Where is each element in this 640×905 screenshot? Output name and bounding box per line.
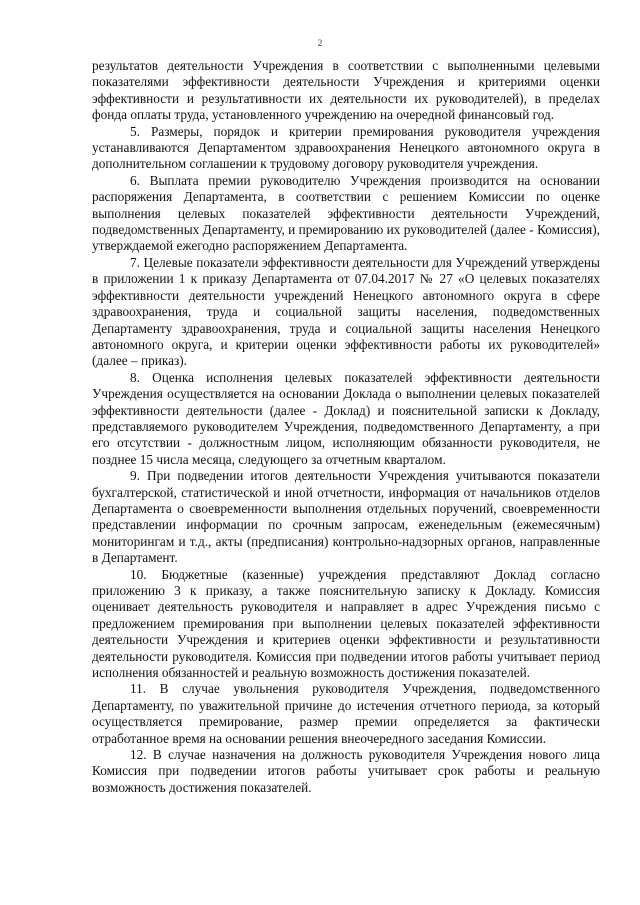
paragraph-11: 11. В случае увольнения руководителя Учреждения, подведомственного Департаменту, по уважительной причине до истечения отчетного периода, за который осуществляется премирование, размер премии определяется за фактически отработанное время на основании решения внеочередного заседания Комиссии. [92, 681, 600, 746]
paragraph-continuation: результатов деятельности Учреждения в соответствии с выполненными целевыми показателями эффективности деятельности Учреждения и критериями оценки эффективности и результативности их деятельности их руководителей), в пределах фонда оплаты труда, установленного учреждению на очередной финансовый год. [92, 58, 600, 123]
paragraph-7: 7. Целевые показатели эффективности деятельности для Учреждений утверждены в приложении 1 к приказу Департамента от 07.04.2017 № 27 «О целевых показателях эффективности деятельности учреждений Ненецкого автономного округа в сфере здравоохранения, труда и социальной защиты населения, подведомственных Департаменту здравоохранения, труда и социальной защиты населения Ненецкого автономного округа, и критерии оценки эффективности работы их руководителей» (далее – приказ). [92, 254, 600, 369]
page-number: 2 [317, 38, 323, 48]
paragraph-6: 6. Выплата премии руководителю Учреждения производится на основании распоряжения Департамента, в соответствии с решением Комиссии по оценке выполнения целевых показателей эффективности деятельности Учреждений, подведомственных Департаменту, и премированию их руководителей (далее - Комиссия), утверждаемой ежегодно распоряжением Департамента. [92, 172, 600, 254]
paragraph-12: 12. В случае назначения на должность руководителя Учреждения нового лица Комиссия при подведении итогов работы учитывает срок работы и реальную возможность достижения показателей. [92, 747, 600, 795]
paragraph-10: 10. Бюджетные (казенные) учреждения представляют Доклад согласно приложению 3 к приказу, а также пояснительную записку к Докладу. Комиссия оценивает деятельность руководителя и направляет в адрес Учреждения письмо с предложением премирования при выполнении целевых показателей эффективности деятельности Учреждения и критериев оценки эффективности и результативности деятельности руководителя. Комиссия при подведении итогов работы учитывает период исполнения обязанностей и реальную возможность достижения показателей. [92, 566, 600, 681]
paragraph-8: 8. Оценка исполнения целевых показателей эффективности деятельности Учреждения осуществляется на основании Доклада о выполнении целевых показателей эффективности деятельности (далее - Доклад) и пояснительной записки к Докладу, представляемого руководителем Учреждения, подведомственного Департаменту, а при его отсутствии - должностным лицом, исполняющим обязанности руководителя, не позднее 15 числа месяца, следующего за отчетным кварталом. [92, 369, 600, 467]
document-body [92, 58, 600, 796]
paragraph-5: 5. Размеры, порядок и критерии премирования руководителя учреждения устанавливаются Департаментом здравоохранения Ненецкого автономного округа в дополнительном соглашении к трудовому договору руководителя учреждения. [92, 123, 600, 172]
paragraph-9: 9. При подведении итогов деятельности Учреждения учитываются показатели бухгалтерской, статистической и иной отчетности, информация от начальников отделов Департамента о своевременности выполнения отдельных поручений, своевременности представлении информации по срочным запросам, еженедельным (ежемесячным) мониторингам и т.д., акты (предписания) контрольно-надзорных органов, направленные в Департамент. [92, 468, 600, 566]
